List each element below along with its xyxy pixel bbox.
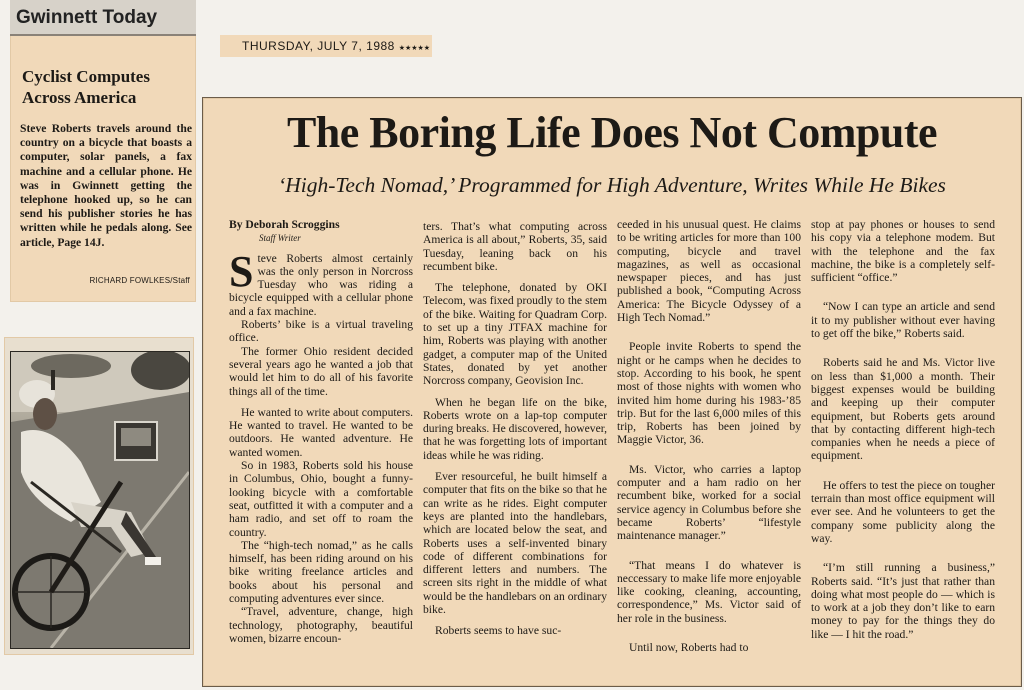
article-paragraph: Steve Roberts almost certainly was the only person in Norcross Tuesday who was riding a bicycle equipped with a cellular phone and a fax machine. — [229, 246, 413, 318]
drop-cap: S — [229, 246, 254, 296]
article-paragraph: Roberts said he and Ms. Victor live on less than $1,000 a month. Their biggest expenses would be building and keeping up their computer equipment, but Roberts gets around that by contacting different high-tech companies when he needs a piece of equipment. — [811, 356, 995, 463]
sidebar-summary: Steve Roberts travels around the country on a bicycle that boasts a computer, solar panels, a fax machine and a cellular phone. He was in Gwinnett getting the telephone hooked up, so he can send his publisher stories he has written while he pedals along. See article, Page 14J. — [20, 122, 192, 249]
article-column-2 — [423, 220, 607, 638]
article-paragraph: The “high-tech nomad,” as he calls himself, has been riding around on his bike writing freelance articles and books about his personal and computing adventures ever since. — [229, 538, 413, 606]
article-paragraph: stop at pay phones or houses to send his copy via a telephone modem. But with the telephone and the fax machine, the bike is a completely self-sufficient “office.” — [811, 218, 995, 285]
article-paragraph: “Travel, adventure, change, high technology, photography, beautiful women, bizarre encoun- — [229, 605, 413, 645]
article-paragraph: Roberts’ bike is a virtual traveling office. — [229, 318, 413, 345]
photo-clipping — [4, 337, 194, 655]
cyclist-illustration — [11, 352, 189, 648]
article-paragraph: Ever resourceful, he built himself a computer that fits on the bike so that he can write as he rides. Eight computer keys are planted into the handlebars, which are located below the seat, and Roberts uses a self-invented binary code of different combinations for different letters and numbers. The screen sits right in the middle of what would be the handlebars on an ordinary bike. — [423, 470, 607, 617]
article-paragraph: Roberts seems to have suc- — [435, 624, 562, 638]
article-paragraph: “Now I can type an article and send it to my publisher without ever having to get off the bike,” Roberts said. — [811, 300, 995, 341]
gwinnett-today-clipping — [10, 0, 196, 302]
article-column-1 — [229, 218, 413, 645]
date-text: THURSDAY, JULY 7, 1988 — [242, 39, 395, 53]
section-banner: Gwinnett Today — [10, 0, 196, 36]
article-paragraph: ters. That’s what computing across America is all about,” Roberts, 35, said Tuesday, leaning back on his recumbent bike. — [423, 220, 607, 273]
date-line — [220, 35, 432, 57]
article-paragraph: He wanted to write about computers. He wanted to travel. He wanted to be outdoors. He wanted adventure. He wanted women. — [229, 405, 413, 459]
article-paragraph: So in 1983, Roberts sold his house in Columbus, Ohio, bought a funny-looking bicycle with a comfortable seat, outfitted it with a computer and a ham radio, and set off to roam the country. — [229, 459, 413, 539]
article-column-3 — [617, 218, 801, 654]
byline: By Deborah Scroggins — [229, 218, 340, 231]
article-paragraph: He offers to test the piece on tougher terrain than most office equipment will ever see. And he volunteers to get the company some publicity along the way. — [811, 478, 995, 545]
cyclist-photo — [10, 351, 190, 649]
article-headline: The Boring Life Does Not Compute — [286, 108, 938, 157]
article-paragraph: The telephone, donated by OKI Telecom, was fixed proudly to the stem of the bike. Waiting for Quadram Corp. to set up a tiny JTFAX machine for him, Roberts was playing with another gadget, a computer map of the United States, donated by yet another Norcross company, Geovision Inc. — [423, 281, 607, 388]
article-paragraph: Ms. Victor, who carries a laptop computer and a ham radio on her recumbent bike, worked for a social service agency in Columbus before she became Roberts’ “lifestyle maintenance manager.” — [617, 462, 801, 543]
edition-stars: ★★★★★ — [398, 45, 431, 52]
article-clipping — [202, 97, 1022, 687]
article-paragraph: The former Ohio resident decided several years ago he wanted a job that would let him to do all of his favorite things all of the time. — [229, 344, 413, 398]
article-paragraph: “That means I do whatever is neccessary to make life more enjoyable like cooking, cleaning, accounting, correspondence,” Ms. Victor said of her role in the business. — [617, 558, 801, 625]
article-paragraph: ceeded in his unusual quest. He claims to be writing articles for more than 100 computing, bicycle and travel magazines, as well as occasional newspaper pieces, and has just published a book, “Computing Across America: The Bicycle Odyssey of a High Tech Nomad.” — [617, 218, 801, 325]
staff-title: Staff Writer — [259, 233, 301, 244]
sidebar-headline: Cyclist Computes Across America — [22, 67, 150, 107]
article-subhead: ‘High-Tech Nomad,’ Programmed for High Adventure, Writes While He Bikes — [278, 173, 946, 197]
article-paragraph: “I’m still running a business,” Roberts said. “It’s just that rather than doing what most people do — which is to work at a job they don’t like to earn money to pay for the things they do like — I hit the road.” — [811, 561, 995, 641]
photo-credit: RICHARD FOWLKES/Staff — [89, 276, 190, 285]
article-paragraph: When he began life on the bike, Roberts wrote on a lap-top computer during breaks. He discovered, however, that he was forgetting lots of important ideas while he was riding. — [423, 395, 608, 462]
article-column-4 — [811, 218, 995, 641]
article-paragraph: People invite Roberts to spend the night or he camps when he decides to stop. According to his book, he spent most of those nights with women who invited him home during his 1983-’85 trip. But for the last 6,000 miles of this trip, Roberts has been joined by Maggie Victor, 36. — [617, 340, 801, 447]
article-paragraph: Until now, Roberts had to — [629, 641, 749, 655]
